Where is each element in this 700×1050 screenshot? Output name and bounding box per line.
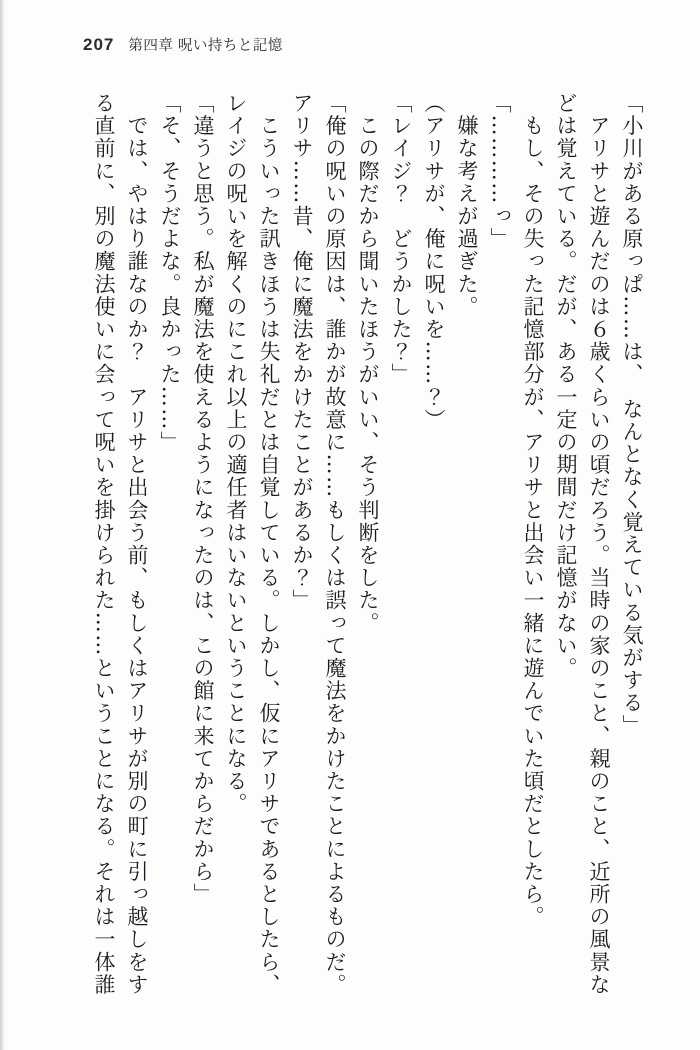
text-line: こういった訊きほうは失礼だとは自覚している。しかし、仮にアリサであるとしたら、 <box>257 92 281 996</box>
page-edge-shade <box>0 0 5 1050</box>
text-line: 「そ、そうだよな。良かった……」 <box>158 92 182 454</box>
text-line: アリサと遊んだのは６歳くらいの頃だろう。当時の家のこと、親のこと、近所の風景な <box>587 92 611 996</box>
text-line: もし、その失った記憶部分が、アリサと出会い一緒に遊んでいた頃だとしたら。 <box>521 92 545 929</box>
text-line: 「俺の呪いの原因は、誰かが故意に……もしくは誤って魔法をかけたことによるものだ。 <box>323 92 347 996</box>
page-number: 207 <box>83 35 115 54</box>
text-line: この際だから聞いたほうがいい、そう判断をした。 <box>356 92 380 635</box>
text-line: （アリサが、俺に呪いを……？） <box>422 92 446 431</box>
text-line: レイジの呪いを解くのにこれ以上の適任者はいないということになる。 <box>224 92 248 816</box>
text-line: どは覚えている。だが、ある一定の期間だけ記憶がない。 <box>554 92 578 680</box>
text-line: 「小川がある原っぱ……は、 なんとなく覚えている気がする」 <box>620 92 644 737</box>
text-line: る直前に、別の魔法使いに会って呪いを掛けられた……ということになる。それは一体誰 <box>92 92 116 996</box>
text-line: 「違うと思う。私が魔法を使えるようになったのは、この館に来てからだから」 <box>191 92 215 906</box>
text-line: 嫌な考えが過ぎた。 <box>455 92 479 318</box>
text-line: 「…………っ」 <box>488 92 512 251</box>
text-line: では、やはり誰なのか？ アリサと出会う前、もしくはアリサが別の町に引っ越しをす <box>125 92 149 996</box>
chapter-title: 第四章 呪い持ちと記憶 <box>128 38 283 54</box>
vertical-text-body <box>87 92 648 1004</box>
page-header <box>83 34 283 55</box>
text-line: アリサ……昔、俺に魔法をかけたことがあるか？」 <box>290 92 314 612</box>
text-line: 「レイジ？ どうかした？」 <box>389 92 413 386</box>
